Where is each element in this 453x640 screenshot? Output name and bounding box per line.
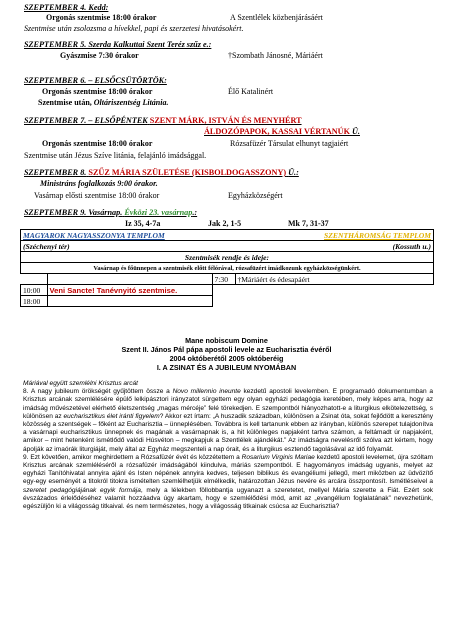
- reading-3: Mk 7, 31-37: [288, 219, 329, 228]
- intention-left: [47, 296, 212, 307]
- time-right: [212, 296, 235, 307]
- intention-left: Veni Sancte! Tanévnyitó szentmise.: [47, 285, 212, 296]
- mass-time: Orgonás szentmise 18:00 órakor: [46, 13, 157, 22]
- article-section: I. A ZSINAT ÉS A JUBILEUM NYOMÁBAN: [156, 363, 297, 372]
- mass-intention: †Szombath Jánosné, Máriáért: [228, 51, 323, 60]
- church-left-address: (Széchenyi tér): [21, 241, 213, 252]
- time-left: [21, 274, 48, 285]
- table-row: [21, 274, 434, 285]
- article-subtitle: Szent II. János Pál pápa apostoli levele az Eucharisztia évéről: [121, 345, 332, 354]
- church-left-header: MAGYAROK NAGYASSZONYA TEMPLOM: [21, 230, 213, 241]
- mass-time: Vasárnap elősti szentmise 18:00 órakor: [34, 191, 160, 200]
- order-title: Szentmisék rendje és ideje:: [21, 252, 434, 263]
- church-right-header: SZENTHÁROMSÁG TEMPLOM: [212, 230, 434, 241]
- day-heading-sep4: SZEPTEMBER 4. Kedd:: [24, 3, 109, 12]
- paragraph-8: 8. A nagy jubileum örökségét gyűjtöttem össze a Novo millennio ineunte kezdetű apostoli levelemben. E programadó dokumentumban a Krisztus arcának szemlélésére épülő lelkipásztori irányzatot sürgettem egy olyan egyházi pedagógia keretében, mely képes arra, hogy az imádság művészetével elérhető életszentség „magas mércéje” felé törekedjen. E szempontból hiányozhatott-e a liturgikus elkötelezettség, s különösen az eucharisztikus élet iránti figyelem? Akkor ezt írtam: „A huszadik században, különösen a Zsinat óta, sokat fejlődött a keresztény közösség a szentségek – főként az Eucharisztia – ünneplésében. Továbbra is kell tartanunk ebben az irányban, különös szerepet tulajdonítva a vasárnapi eucharisztikus ünnepnek és magának a vasárnapnak is, a hit különleges napjaként tartva számon, a feltámadt úr napjaként, amikor – mint hetenként ismétlődő valódi Húsvéton – megkapjuk a Szentlélek ajándékát.” Az imádságra nevelésről szólva azt kértem, hogy ápolják az imaórák liturgiáját, mely által az Egyház megszenteli a nap órait, és a liturgikus esztendő tagolásával az idő folyamát.: [23, 388, 434, 453]
- day-heading-sep7-cont: ÁLDOZÓPAPOK, KASSAI VÉRTANÚK Ü.: [204, 127, 360, 136]
- intention-right: †Máriáért és édesapáért: [235, 274, 434, 285]
- paragraph-9: 9. Ezt követően, amikor meghirdettem a Rózsafüzér évét és közzétettem a Rosarium Virginis Mariae kezdetű apostoli levelemet, újra szóltam Krisztus arcának szemléléséről a rózsafüzér imádságából kiindulva, máriás szempontból. E hagyományos imádság ugyanis, melyet az egyházi Tanítóhivatal annyira ajánl és Isten népének annyira kedves, teljesen biblikus és evangéliumi jellegű, mert miközben az üdvözítő egy-egy eseményét a titokról titokra ismételten szemlélhetjük elmélkedik, határozottan Jézus nevére és arcára összpontosít. Ismétléseivel a szeretet pedagógiájának egyik formája, mely a lélekben föllobbantja ugyanazt a szeretetet, mellyel Mária szerette a Fiát. Ezért sok évszázados érlelődéséhez valamit hozzáadva úgy akartam, hogy e szemlélődési mód, amit az „evangélium foglalatának” nevezhetünk, egészüljön ki a világosság titkaival. és nem természetes, hogy a világosság titkainak csúcsa az Eucharisztia?: [23, 453, 434, 511]
- table-row: [21, 285, 434, 296]
- article-title: Mane nobiscum Domine: [185, 336, 268, 345]
- mass-note: Szentmise után, Oltáriszentség Litánia.: [38, 98, 169, 107]
- time-left: 18:00: [21, 296, 48, 307]
- article-date: 2004 októberétől 2005 októberéig: [169, 354, 284, 363]
- mass-time: Orgonás szentmise 18:00 órakor: [42, 87, 153, 96]
- mass-intention: Rózsafüzér Társulat elhunyt tagjaiért: [230, 139, 349, 148]
- time-left: 10:00: [21, 285, 48, 296]
- mass-note: Szentmise után Jézus Szíve litánia, felajánló imádsággal.: [24, 151, 207, 160]
- reading-1: Iz 35, 4-7a: [125, 219, 161, 228]
- church-schedule-table: [20, 229, 434, 307]
- intention-left: [47, 274, 212, 285]
- mass-note: Szentmise után zsolozsma a hívekkel, papi és szerzetesi hivatásokért.: [24, 24, 244, 33]
- day-heading-sep8: SZEPTEMBER 8. SZŰZ MÁRIA SZÜLETÉSE (KISBOLDOGASSZONY) Ü.:: [24, 168, 299, 177]
- time-right: 7:30: [212, 274, 235, 285]
- day-heading-sep7: SZEPTEMBER 7. – ELSŐPÉNTEK SZENT MÁRK, ISTVÁN ÉS MENYHÉRT: [24, 116, 302, 125]
- article-subhead: Máriával együtt szemlélni Krisztus arcát: [23, 380, 138, 387]
- mass-intention: A Szentlélek közbenjárásáért: [230, 13, 323, 22]
- time-right: [212, 285, 235, 296]
- church-right-address: (Kossuth u.): [212, 241, 434, 252]
- day-heading-sep5: SZEPTEMBER 5. Szerda Kalkuttai Szent Teréz szűz e.:: [24, 40, 212, 49]
- mass-intention: Élő Katalinért: [228, 87, 274, 96]
- table-row: [21, 296, 434, 307]
- confession-note: Vasárnap és főünnepen a szentmisék előtt félórával, rózsafüzért imádkozunk egyházközségünkért.: [21, 263, 434, 274]
- intention-right: [235, 296, 434, 307]
- mass-time: Gyászmise 7:30 órakor: [60, 51, 139, 60]
- day-heading-sep9: SZEPTEMBER 9. Vasárnap. Évközi 23. vasárnap.:: [24, 208, 198, 217]
- mass-note: Ministráns foglalkozás 9:00 órakor.: [40, 179, 158, 188]
- day-heading-sep6: SZEPTEMBER 6. – ELSŐCSÜTÖRTÖK:: [24, 76, 167, 85]
- article-body: [23, 380, 433, 511]
- reading-2: Jak 2, 1-5: [208, 219, 242, 228]
- intention-right: [235, 285, 434, 296]
- mass-time: Orgonás szentmise 18:00 órakor: [42, 139, 153, 148]
- mass-intention: Egyházközségért: [228, 191, 283, 200]
